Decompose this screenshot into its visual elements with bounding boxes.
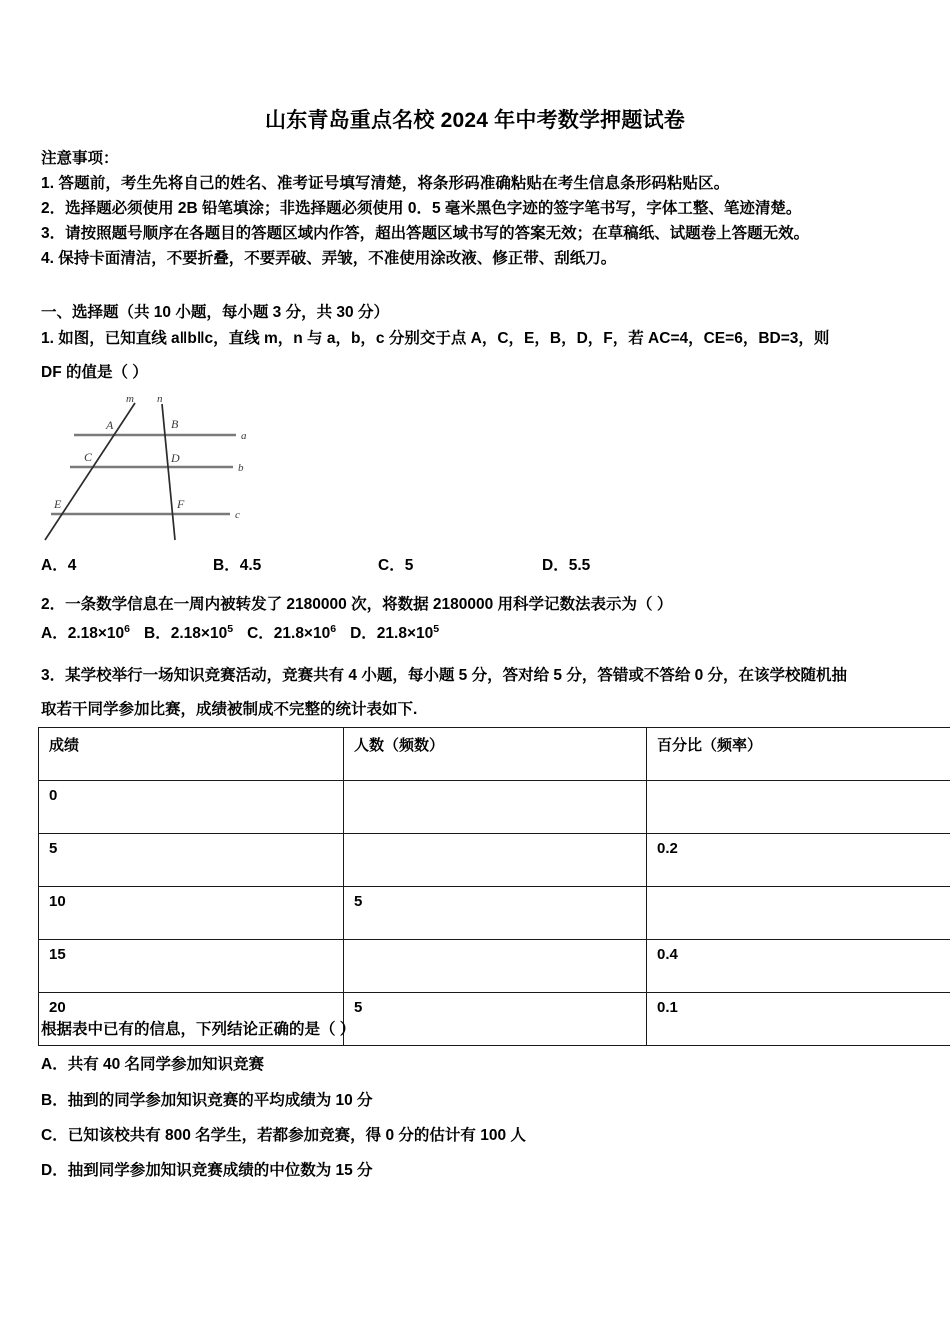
question-2-option-b-label: B． xyxy=(144,625,171,642)
table-cell-frequency: 5 xyxy=(344,993,647,1046)
notice-item-1: 1. 答题前，考生先将自己的姓名、准考证号填写清楚，将条形码准确粘贴在考生信息条形码粘贴区。 xyxy=(41,175,730,192)
question-2-option-d[interactable] xyxy=(350,622,440,642)
question-2-option-a-exponent: 6 xyxy=(124,622,131,635)
table-cell-frequency xyxy=(344,940,647,993)
question-2-option-a-mantissa: 2.18×10 xyxy=(67,625,125,642)
question-2-option-c-mantissa: 21.8×10 xyxy=(273,625,331,642)
figure-point-F: F xyxy=(177,497,185,511)
table-row xyxy=(39,834,950,887)
notice-block xyxy=(41,147,909,271)
parallel-lines-diagram xyxy=(40,388,290,548)
question-3-option-c[interactable]: C．已知该校共有 800 名学生，若都参加竞赛，得 0 分的估计有 100 人 xyxy=(41,1127,526,1144)
table-header-score: 成绩 xyxy=(39,728,344,781)
question-2-option-d-label: D． xyxy=(350,625,377,642)
figure-label-c: c xyxy=(235,509,240,521)
table-cell-score: 10 xyxy=(39,887,344,940)
table-cell-percentage: 0.1 xyxy=(647,993,950,1046)
table-cell-frequency xyxy=(344,781,647,834)
question-2-option-d-exponent: 5 xyxy=(433,622,440,635)
question-2-option-c-label: C． xyxy=(247,625,274,642)
notice-heading: 注意事项： xyxy=(41,150,119,167)
question-3-option-d[interactable]: D．抽到同学参加知识竞赛成绩的中位数为 15 分 xyxy=(41,1162,373,1179)
figure-point-A: A xyxy=(106,418,114,432)
notice-item-3: 3．请按照题号顺序在各题目的答题区域内作答，超出答题区域书写的答案无效；在草稿纸、试题卷上答题无效。 xyxy=(41,225,810,242)
question-2-option-d-mantissa: 21.8×10 xyxy=(376,625,434,642)
question-1-option-b[interactable]: B．4.5 xyxy=(213,557,262,574)
score-frequency-table xyxy=(38,727,950,1046)
notice-item-4: 4. 保持卡面清洁，不要折叠，不要弄破、弄皱，不准使用涂改液、修正带、刮纸刀。 xyxy=(41,250,617,267)
table-header-frequency: 人数（频数） xyxy=(344,728,647,781)
question-2-option-b-mantissa: 2.18×10 xyxy=(170,625,228,642)
question-1-option-d[interactable]: D．5.5 xyxy=(542,557,591,574)
question-1-text-line-1: 1. 如图，已知直线 a‖b‖c，直线 m，n 与 a，b，c 分别交于点 A，C，E，B，D，F，若 AC=4，CE=6，BD=3，则 xyxy=(41,330,830,347)
figure-label-b: b xyxy=(238,462,244,474)
figure-point-B: B xyxy=(171,417,179,431)
figure-point-E: E xyxy=(54,497,62,511)
table-row xyxy=(39,781,950,834)
table-cell-percentage: 0.2 xyxy=(647,834,950,887)
question-3-option-a[interactable]: A．共有 40 名同学参加知识竞赛 xyxy=(41,1056,265,1073)
table-cell-score: 0 xyxy=(39,781,344,834)
table-cell-percentage: 0.4 xyxy=(647,940,950,993)
question-2-option-a-label: A． xyxy=(41,625,68,642)
line-m xyxy=(45,403,135,540)
table-cell-percentage xyxy=(647,887,950,940)
table-cell-score: 20 xyxy=(39,993,344,1046)
figure-point-C: C xyxy=(84,450,93,464)
section-heading-multiple-choice: 一、选择题（共 10 小题，每小题 3 分，共 30 分） xyxy=(41,304,389,321)
page-title: 山东青岛重点名校 2024 年中考数学押题试卷 xyxy=(265,109,685,132)
question-2-option-b-exponent: 5 xyxy=(227,622,234,635)
question-1-geometry-figure xyxy=(40,388,290,548)
question-1-option-a[interactable]: A．4 xyxy=(41,557,77,574)
table-cell-percentage xyxy=(647,781,950,834)
question-2-options xyxy=(41,621,453,643)
question-2-option-c-exponent: 6 xyxy=(330,622,337,635)
question-3-conclusion-prompt: 根据表中已有的信息，下列结论正确的是（ ） xyxy=(41,1021,356,1038)
figure-point-D: D xyxy=(171,451,180,465)
question-1-text-line-2: DF 的值是（ ） xyxy=(41,364,148,381)
question-1-options xyxy=(41,553,921,575)
table-cell-score: 5 xyxy=(39,834,344,887)
question-2-option-a[interactable] xyxy=(41,622,131,642)
question-3-text-line-2: 取若干同学参加比赛，成绩被制成不完整的统计表如下. xyxy=(41,701,418,718)
question-3-text xyxy=(41,659,921,727)
table-header-row xyxy=(39,728,950,781)
question-2-option-c[interactable] xyxy=(247,622,337,642)
question-1-option-c[interactable]: C．5 xyxy=(378,557,414,574)
table-row xyxy=(39,887,950,940)
question-2-text: 2．一条数学信息在一周内被转发了 2180000 次，将数据 2180000 用科学记数法表示为（ ） xyxy=(41,596,673,613)
table-cell-frequency: 5 xyxy=(344,887,647,940)
question-3-text-line-1: 3．某学校举行一场知识竞赛活动，竞赛共有 4 小题，每小题 5 分，答对给 5 分，答错或不答给 0 分，在该学校随机抽 xyxy=(41,667,848,684)
table-cell-score: 15 xyxy=(39,940,344,993)
table-row xyxy=(39,940,950,993)
question-3-option-b[interactable]: B．抽到的同学参加知识竞赛的平均成绩为 10 分 xyxy=(41,1092,373,1109)
figure-label-n: n xyxy=(157,393,163,405)
figure-label-a: a xyxy=(241,430,247,442)
table-cell-frequency xyxy=(344,834,647,887)
notice-item-2: 2．选择题必须使用 2B 铅笔填涂；非选择题必须使用 0．5 毫米黑色字迹的签字笔书写，字体工整、笔迹清楚。 xyxy=(41,200,802,217)
table-header-percentage: 百分比（频率） xyxy=(647,728,950,781)
figure-label-m: m xyxy=(126,393,134,405)
question-2-option-b[interactable] xyxy=(144,622,234,642)
